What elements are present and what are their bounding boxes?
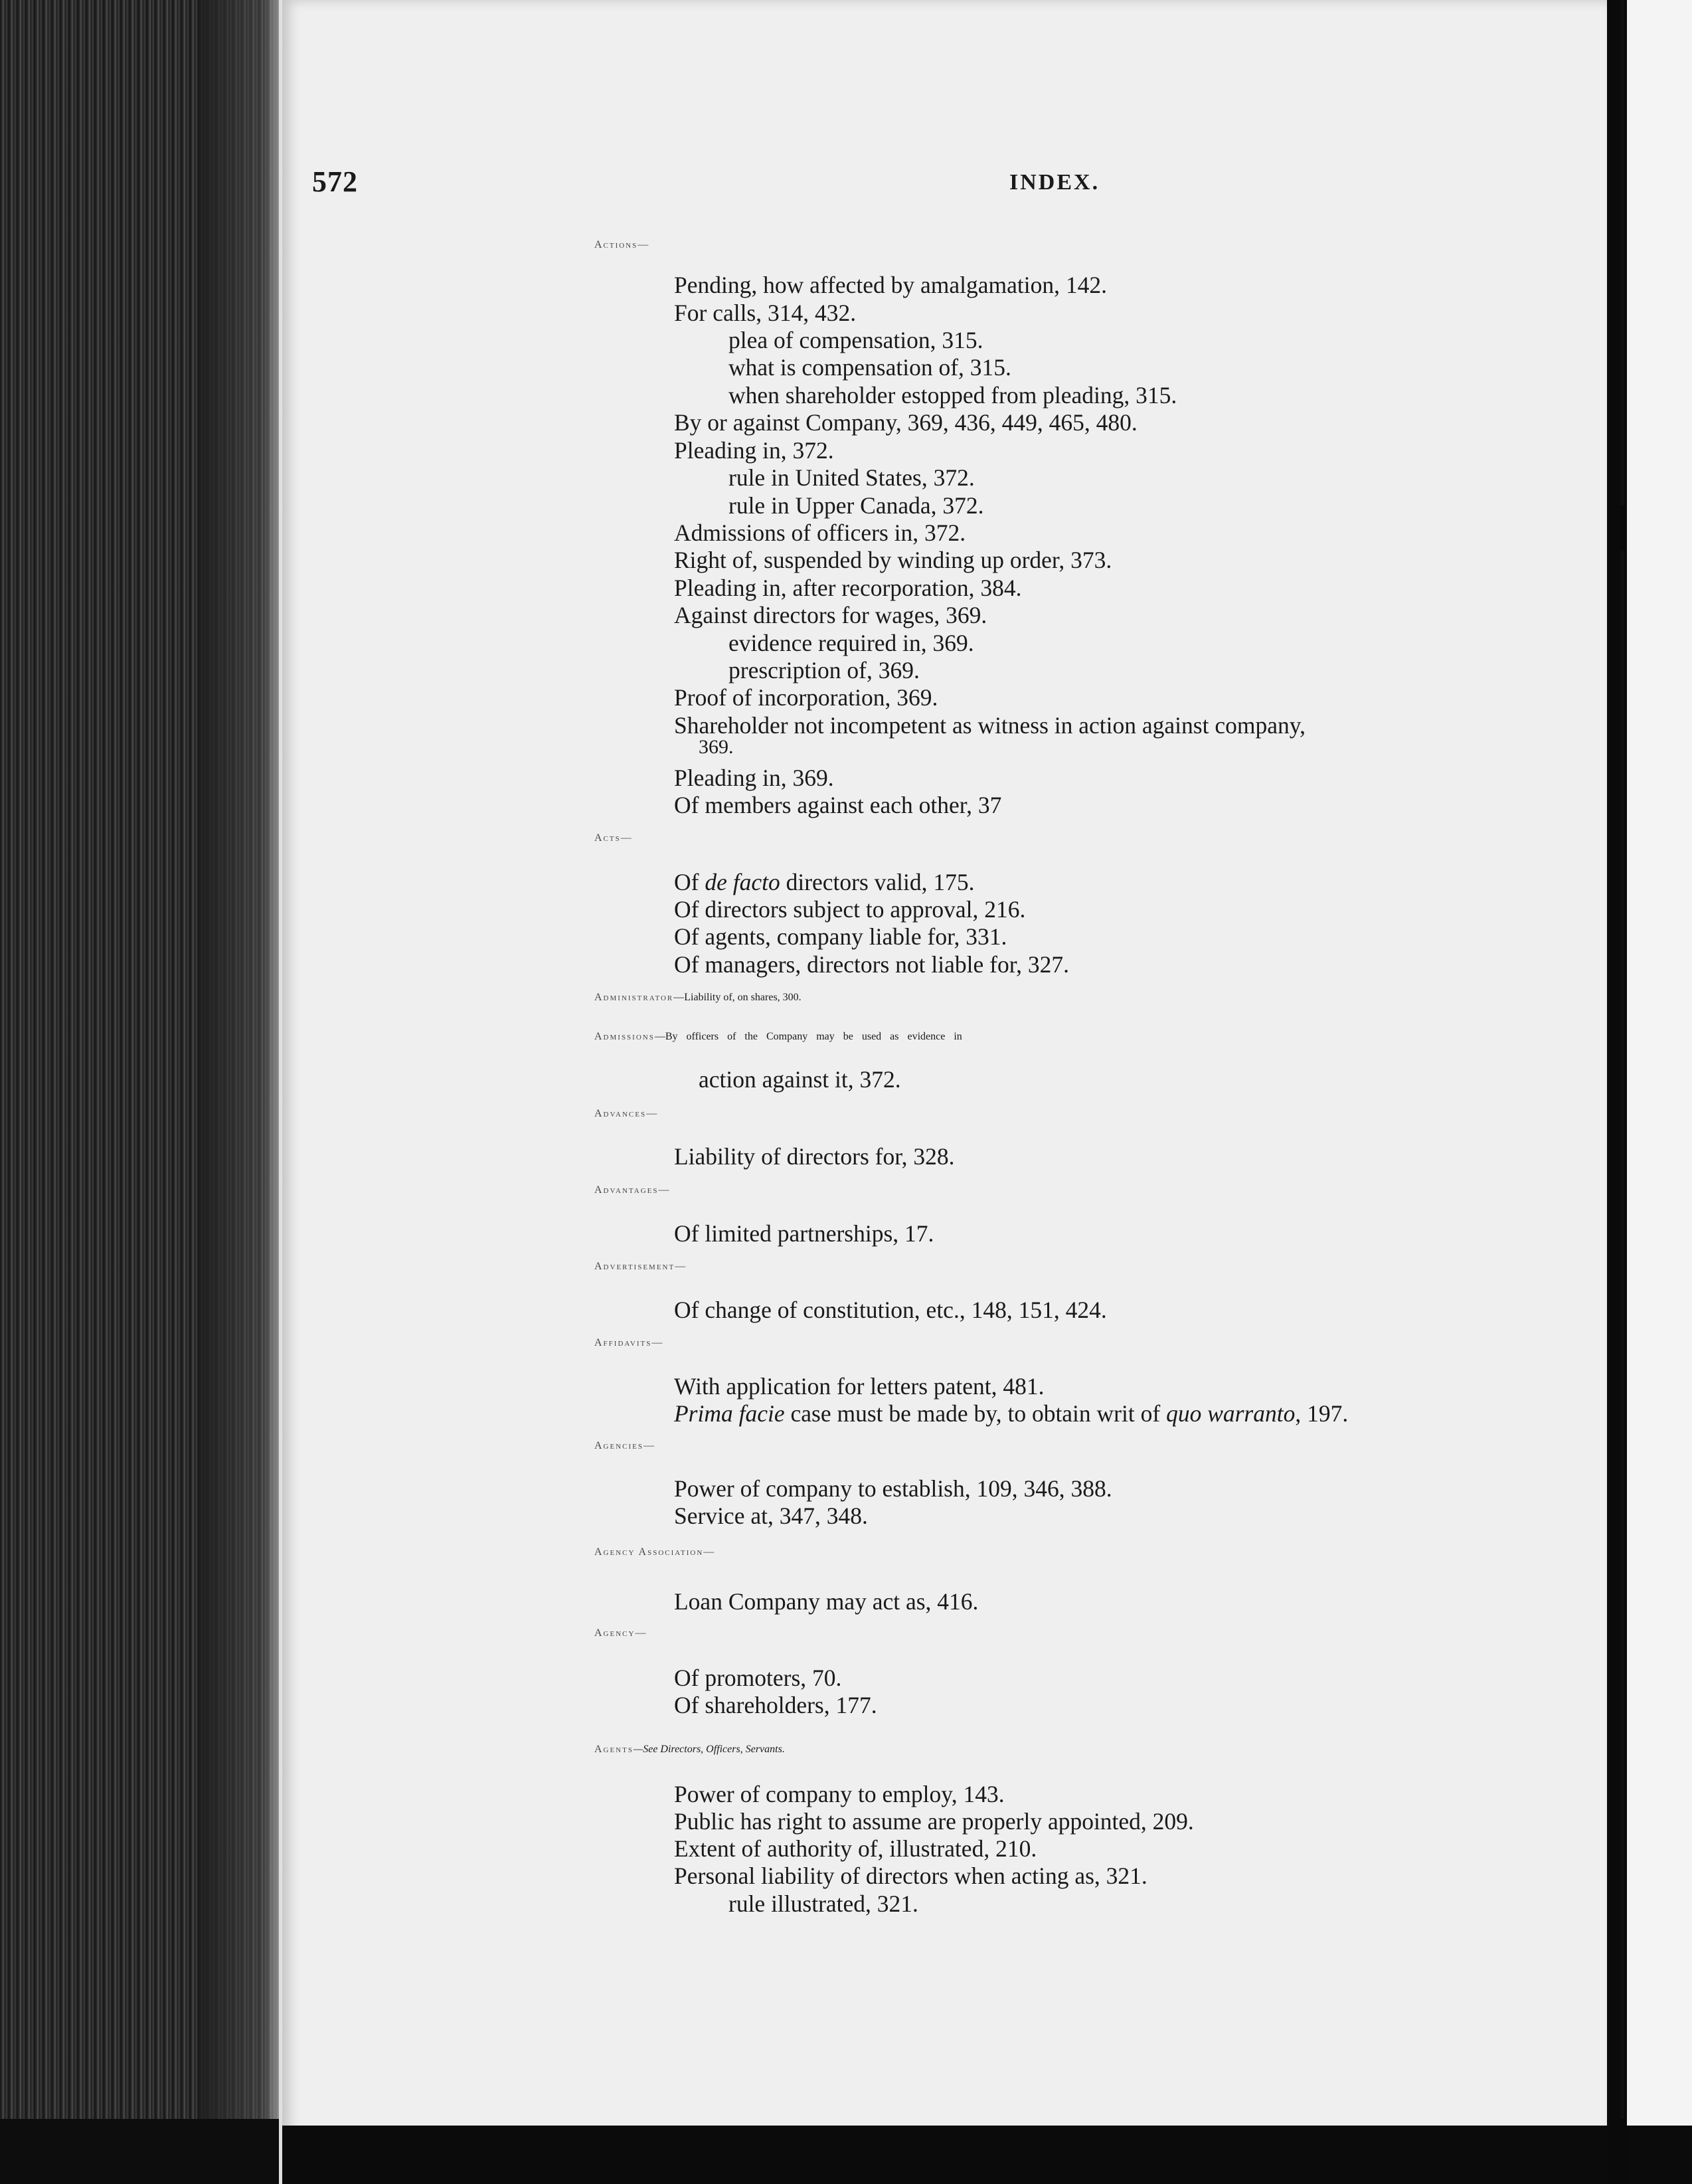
index-line: Of directors subject to approval, 216. <box>674 896 1026 923</box>
right-edge-mark <box>1620 0 1624 505</box>
right-edge-mark <box>1620 1116 1624 2119</box>
next-page-sliver <box>1627 0 1692 2126</box>
index-subline: plea of compensation, 315. <box>728 327 983 353</box>
index-subline: prescription of, 369. <box>728 657 920 683</box>
index-line: Pleading in, 369. <box>674 765 834 791</box>
index-subline: rule illustrated, 321. <box>728 1890 918 1917</box>
index-line: Shareholder not incompetent as witness in action against company, <box>674 712 1306 739</box>
index-line: Of change of constitution, etc., 148, 151, 424. <box>674 1297 1107 1323</box>
index-heading: Agents—See Directors, Officers, Servants. <box>594 1744 785 1755</box>
index-line: Liability of directors for, 328. <box>674 1143 955 1170</box>
index-line: Personal liability of directors when acting as, 321. <box>674 1863 1147 1889</box>
index-line: For calls, 314, 432. <box>674 300 857 326</box>
index-line: Against directors for wages, 369. <box>674 602 987 628</box>
index-line: Of de facto directors valid, 175. <box>674 869 975 895</box>
index-line: Of managers, directors not liable for, 327. <box>674 951 1069 978</box>
index-subline: rule in United States, 372. <box>728 464 975 491</box>
index-heading: Agency— <box>594 1627 647 1639</box>
index-line: Pending, how affected by amalgamation, 142. <box>674 272 1107 298</box>
right-edge-mark <box>1620 551 1624 1123</box>
index-line: Of limited partnerships, 17. <box>674 1220 934 1247</box>
index-heading: Acts— <box>594 832 633 844</box>
index-line-continuation: action against it, 372. <box>699 1066 901 1093</box>
index-heading: Agencies— <box>594 1440 655 1451</box>
index-heading: Agency Association— <box>594 1546 716 1558</box>
index-line: Of members against each other, 37 <box>674 792 1002 818</box>
index-line-continuation: 369. <box>699 736 734 758</box>
index-line: Of shareholders, 177. <box>674 1692 877 1718</box>
index-line: By or against Company, 369, 436, 449, 465, 480. <box>674 409 1138 436</box>
book-edge-bottom <box>0 2119 279 2184</box>
index-line: Public has right to assume are properly appointed, 209. <box>674 1808 1194 1835</box>
index-heading: Administrator—Liability of, on shares, 300. <box>594 992 802 1003</box>
index-line: Extent of authority of, illustrated, 210. <box>674 1835 1037 1862</box>
index-subline: evidence required in, 369. <box>728 630 974 656</box>
index-line: Pleading in, after recorporation, 384. <box>674 575 1022 601</box>
index-heading: Affidavits— <box>594 1337 664 1348</box>
index-subline: what is compensation of, 315. <box>728 354 1011 381</box>
index-line: Right of, suspended by winding up order, 373. <box>674 547 1112 573</box>
index-line: Loan Company may act as, 416. <box>674 1588 979 1615</box>
index-line: Of agents, company liable for, 331. <box>674 923 1007 950</box>
index-line: Power of company to employ, 143. <box>674 1781 1005 1807</box>
gutter-shadow <box>199 0 292 2184</box>
index-heading: Advantages— <box>594 1184 671 1196</box>
index-heading: Advances— <box>594 1108 659 1119</box>
index-line: Of promoters, 70. <box>674 1665 842 1691</box>
index-line: Service at, 347, 348. <box>674 1502 868 1529</box>
page-bottom-border <box>282 2126 1692 2184</box>
index-subline: rule in Upper Canada, 372. <box>728 492 984 519</box>
index-subline: when shareholder estopped from pleading, 315. <box>728 382 1177 409</box>
index-line: Proof of incorporation, 369. <box>674 684 938 711</box>
index-line: With application for letters patent, 481. <box>674 1373 1045 1400</box>
index-line: Admissions of officers in, 372. <box>674 519 966 546</box>
index-line: Prima facie case must be made by, to obtain writ of quo warranto, 197. <box>674 1400 1349 1427</box>
running-head: INDEX. <box>1009 170 1100 195</box>
index-heading: Admissions—By officers of the Company may be used as evidence in <box>594 1031 962 1042</box>
index-heading: Actions— <box>594 239 650 250</box>
page-number: 572 <box>312 165 358 198</box>
index-heading: Advertisement— <box>594 1261 687 1272</box>
index-line: Pleading in, 372. <box>674 437 834 464</box>
index-line: Power of company to establish, 109, 346, 388. <box>674 1475 1112 1502</box>
